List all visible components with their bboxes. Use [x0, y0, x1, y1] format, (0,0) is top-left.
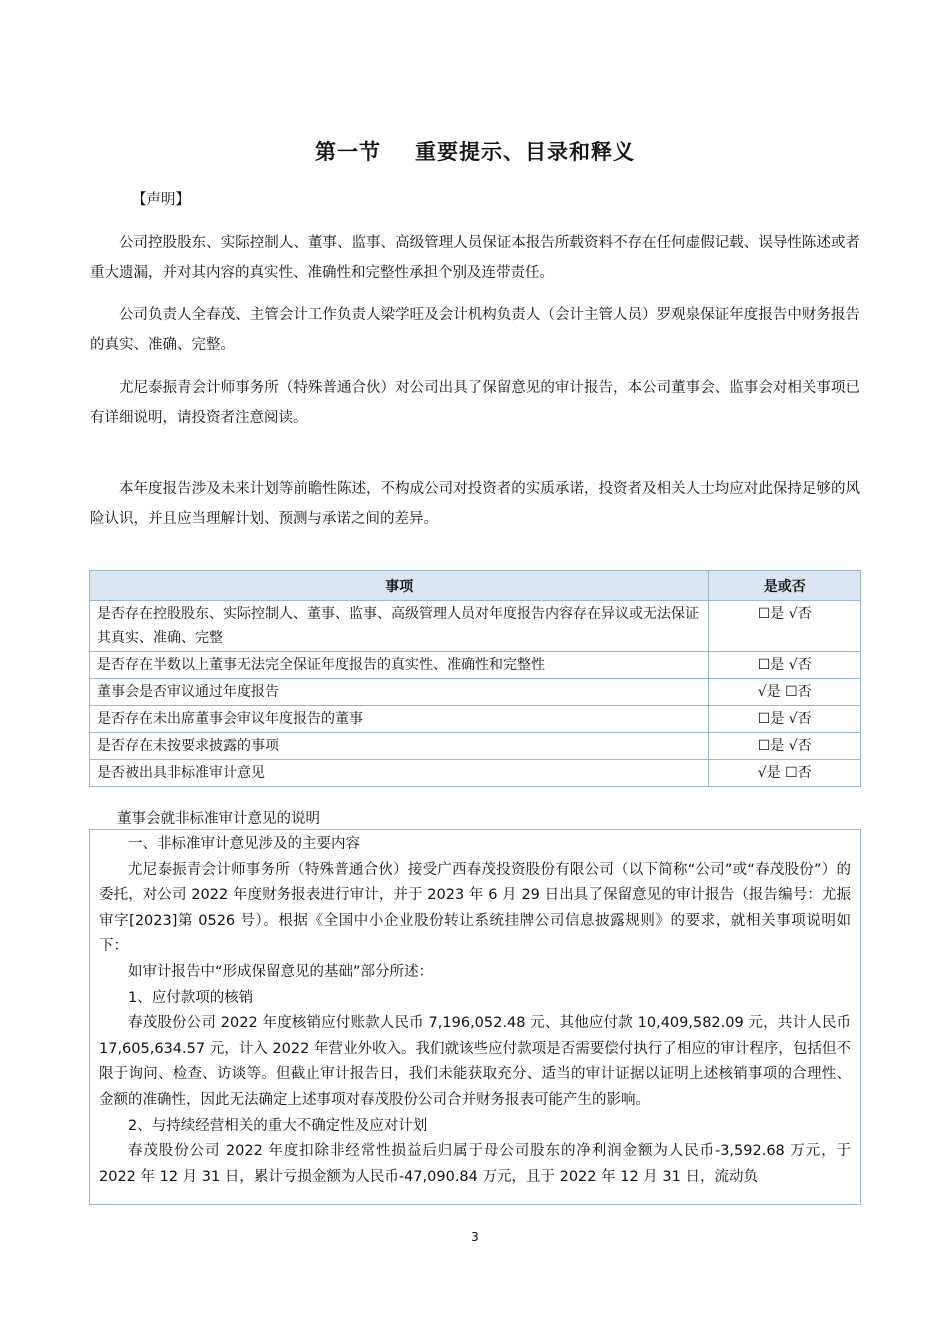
- note-paragraph: 春茂股份公司 2022 年度核销应付账款人民币 7,196,052.48 元、其他应付款 10,409,582.09 元，共计人民币 17,605,634.57 元，计入 2022 年营业外收入。我们就该些应付款项是否需要偿付执行了相应的审计程序，包括但不限于询问、检查、访谈等。但截止审计报告日，我们未能获取充分、适当的审计证据以证明上述核销事项的合理性、金额的准确性，因此无法确定上述事项对春茂股份公司合并财务报表可能产生的影响。: [99, 1015, 851, 1108]
- note-paragraph: 尤尼泰振青会计师事务所（特殊普通合伙）接受广西春茂投资股份有限公司（以下简称“公司”或“春茂股份”）的委托，对公司 2022 年度财务报表进行审计，并于 2023 年 6 月 29 日出具了保留意见的审计报告（报告编号：尤振审字[2023]第 0526 号）。根据《全国中小企业股份转让系统挂牌公司信息披露规则》的要求，就相关事项说明如下：: [99, 861, 851, 955]
- row-answer: ☐是 √否: [709, 652, 861, 679]
- statement-paragraph: 公司控股股东、实际控制人、董事、监事、高级管理人员保证本报告所载资料不存在任何虚假记载、误导性陈述或者重大遗漏，并对其内容的真实性、准确性和完整性承担个别及连带责任。: [90, 235, 860, 281]
- header-answer: 是或否: [709, 571, 861, 601]
- row-answer: √是 ☐否: [709, 760, 861, 787]
- statement-paragraph: 本年度报告涉及未来计划等前瞻性陈述，不构成公司对投资者的实质承诺，投资者及相关人士均应对此保持足够的风险认识，并且应当理解计划、预测与承诺之间的差异。: [90, 481, 860, 527]
- board-note-box: [89, 829, 861, 1205]
- row-item: 是否存在半数以上董事无法完全保证年度报告的真实性、准确性和完整性: [90, 652, 709, 679]
- table-row: [90, 601, 861, 652]
- row-answer: √是 ☐否: [709, 679, 861, 706]
- row-item: 是否存在未按要求披露的事项: [90, 733, 709, 760]
- note-paragraph: 春茂股份公司 2022 年度扣除非经常性损益后归属于母公司股东的净利润金额为人民币-3,592.68 万元，于 2022 年 12 月 31 日，累计亏损金额为人民币-47,090.84 万元，且于 2022 年 12 月 31 日，流动负: [99, 1143, 851, 1185]
- table-row: [90, 733, 861, 760]
- section-name: 重要提示、目录和释义: [415, 140, 635, 164]
- statement-paragraph: 尤尼泰振青会计师事务所（特殊普通合伙）对公司出具了保留意见的审计报告，本公司董事会、监事会对相关事项已有详细说明，请投资者注意阅读。: [90, 380, 860, 426]
- table-header-row: [90, 571, 861, 601]
- note-paragraph: 如审计报告中“形成保留意见的基础”部分所述：: [128, 963, 434, 980]
- row-item: 是否存在未出席董事会审议年度报告的董事: [90, 706, 709, 733]
- row-item: 董事会是否审议通过年度报告: [90, 679, 709, 706]
- statement-heading: 【声明】: [132, 192, 190, 208]
- row-answer: ☐是 √否: [709, 733, 861, 760]
- note-subheading: 1、应付款项的核销: [128, 989, 254, 1006]
- statement-paragraph: 公司负责人全春茂、主管会计工作负责人梁学旺及会计机构负责人（会计主管人员）罗观泉保证年度报告中财务报告的真实、准确、完整。: [90, 307, 860, 353]
- row-item: 是否被出具非标准审计意见: [90, 760, 709, 787]
- board-note-heading: 董事会就非标准审计意见的说明: [117, 811, 320, 827]
- row-answer: ☐是 √否: [709, 706, 861, 733]
- row-answer: ☐是 √否: [709, 601, 861, 652]
- header-item: 事项: [90, 571, 709, 601]
- page-number: 3: [471, 1230, 479, 1244]
- note-subheading: 2、与持续经营相关的重大不确定性及应对计划: [128, 1117, 428, 1134]
- table-row: [90, 760, 861, 787]
- note-subheading: 一、非标准审计意见涉及的主要内容: [128, 836, 360, 852]
- section-title: [0, 136, 950, 166]
- row-item: 是否存在控股股东、实际控制人、董事、监事、高级管理人员对年度报告内容存在异议或无法保证其真实、准确、完整: [90, 601, 709, 652]
- table-row: [90, 652, 861, 679]
- table-row: [90, 706, 861, 733]
- section-number: 第一节: [315, 140, 381, 164]
- table-row: [90, 679, 861, 706]
- confirmation-table: [89, 570, 861, 787]
